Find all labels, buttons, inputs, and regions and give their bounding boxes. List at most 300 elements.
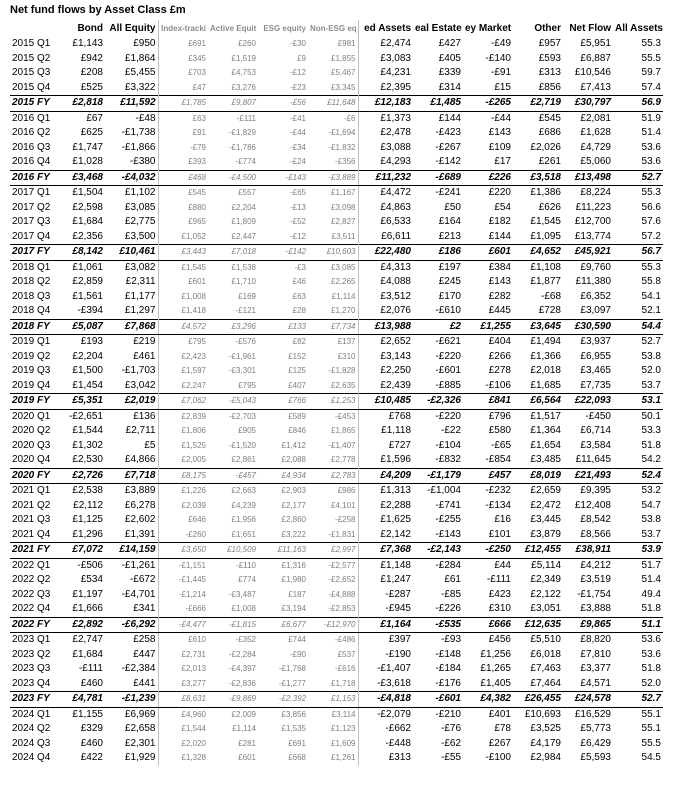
table-cell: -£662 (358, 722, 413, 737)
table-cell: £4,293 (358, 155, 413, 170)
table-cell: £22,093 (563, 394, 613, 410)
table-cell: £1,391 (124, 528, 156, 540)
period-label: 2015 Q4 (12, 81, 51, 93)
table-cell: £1,102 (124, 187, 156, 199)
table-cell: £456 (488, 634, 511, 646)
table-cell: £314 (438, 81, 461, 93)
period-label: 2020 FY (10, 468, 60, 484)
table-cell: £601 (238, 753, 256, 763)
table-cell: £3,468 (60, 170, 105, 186)
table-cell: £3,443 (158, 245, 208, 261)
table-cell: £169 (238, 291, 256, 301)
table-cell: -£3 (294, 262, 306, 272)
period-label: 2019 Q3 (12, 365, 51, 377)
table-cell: -£621 (435, 336, 461, 348)
table-cell: £1,143 (72, 38, 103, 50)
table-cell: £1,155 (72, 708, 103, 720)
table-cell: -£65 (289, 188, 306, 198)
table-cell: £220 (488, 187, 511, 199)
table-cell: £182 (488, 216, 511, 228)
period-label: 2020 Q2 (12, 425, 51, 437)
table-cell: £3,194 (281, 604, 306, 614)
table-cell: £1,265 (480, 663, 511, 675)
table-cell: £537 (337, 649, 356, 659)
table-cell: £441 (133, 677, 156, 689)
fy-total-row (10, 170, 663, 186)
table-cell: £384 (488, 261, 511, 273)
table-cell: £545 (158, 186, 208, 201)
table-cell: -£2,326 (413, 394, 463, 410)
table-cell: -£12 (289, 68, 306, 78)
period-label: 2024 Q1 (12, 708, 51, 720)
table-cell: £8,631 (158, 692, 208, 708)
table-cell: -£111 (78, 663, 103, 675)
table-row (10, 81, 663, 96)
table-cell: £30,797 (563, 96, 613, 112)
table-cell: 53.8 (641, 514, 661, 526)
table-cell: £6,955 (580, 350, 611, 362)
table-cell: £9,395 (580, 485, 611, 497)
table-cell: £1,412 (281, 440, 306, 450)
table-cell: £1,785 (158, 96, 208, 112)
table-cell: £4,863 (358, 201, 413, 216)
row-label-header (10, 20, 60, 37)
table-cell: -£121 (235, 306, 256, 316)
table-body (10, 37, 663, 766)
table-cell: £3,650 (158, 543, 208, 559)
table-cell: £2,747 (72, 634, 103, 646)
table-cell: £7,368 (358, 543, 413, 559)
table-cell: -£2,079 (358, 707, 413, 722)
period-label: 2024 Q3 (12, 737, 51, 749)
table-cell: £1,625 (358, 513, 413, 528)
table-cell: £1,806 (158, 424, 208, 439)
table-cell: £3,143 (358, 350, 413, 365)
table-cell: £942 (80, 52, 103, 64)
table-cell: £109 (488, 141, 511, 153)
period-label: 2016 Q3 (12, 141, 51, 153)
table-cell: -£4,032 (105, 170, 158, 186)
table-cell: £1,164 (358, 617, 413, 633)
table-cell: £5,087 (60, 319, 105, 335)
table-cell: -£1,694 (328, 128, 356, 138)
table-cell: -£148 (435, 648, 461, 660)
table-cell: -£287 (358, 588, 413, 603)
table-cell: £856 (538, 81, 561, 93)
table-row (10, 215, 663, 230)
table-cell: 55.5 (641, 52, 661, 64)
table-cell: £1,519 (231, 53, 256, 63)
table-cell: £3,222 (281, 529, 306, 539)
table-cell: £10,509 (208, 543, 258, 559)
table-cell: £965 (158, 215, 208, 230)
period-label: 2021 Q3 (12, 514, 51, 526)
table-cell: -£90 (289, 649, 306, 659)
table-cell: £226 (463, 170, 513, 186)
table-cell: £12,183 (358, 96, 413, 112)
table-cell: 57.6 (641, 216, 661, 228)
table-cell: 54.5 (641, 752, 661, 764)
table-cell: -£1,407 (358, 662, 413, 677)
table-cell: -£3,487 (228, 589, 256, 599)
table-cell: -£1,520 (228, 440, 256, 450)
table-cell: 55.3 (641, 187, 661, 199)
column-header: ed Assets (358, 20, 413, 37)
table-cell: -£380 (129, 156, 156, 168)
table-cell: -£220 (435, 410, 461, 422)
table-cell: £2,997 (308, 543, 358, 559)
table-cell: 52.7 (641, 336, 661, 348)
table-cell: £5,593 (580, 752, 611, 764)
table-cell: £3,276 (231, 82, 256, 92)
period-label: 2022 Q4 (12, 603, 51, 615)
table-cell: £774 (238, 575, 256, 585)
table-cell: -£741 (435, 499, 461, 511)
table-row (10, 707, 663, 722)
table-cell: £3,511 (331, 231, 356, 241)
table-cell: £5,114 (531, 559, 561, 571)
table-row (10, 364, 663, 379)
table-cell: 53.9 (613, 543, 663, 559)
table-cell: £666 (463, 617, 513, 633)
table-cell: £2,839 (158, 409, 208, 424)
table-cell: £2,726 (60, 468, 105, 484)
table-cell: £1,545 (530, 216, 561, 228)
table-cell: £4,652 (513, 245, 563, 261)
table-cell: £1,118 (358, 424, 413, 439)
table-cell: £245 (438, 276, 461, 288)
table-cell: -£210 (435, 708, 461, 720)
table-row (10, 648, 663, 663)
table-cell: £1,929 (124, 752, 156, 764)
period-label: 2023 Q3 (12, 663, 51, 675)
table-cell: -£267 (435, 141, 461, 153)
table-cell: £266 (488, 350, 511, 362)
table-cell: -£450 (585, 410, 611, 422)
table-cell: £2,652 (358, 335, 413, 350)
table-cell: £10,603 (308, 245, 358, 261)
table-cell: £2,122 (530, 588, 561, 600)
table-cell: £137 (337, 337, 356, 347)
table-cell: £6,611 (358, 230, 413, 245)
table-cell: £1,877 (530, 276, 561, 288)
table-cell: -£448 (358, 737, 413, 752)
table-cell: £3,085 (331, 262, 356, 272)
table-cell: -£4,888 (328, 589, 356, 599)
table-cell: £981 (337, 39, 356, 49)
table-cell: £2,719 (513, 96, 563, 112)
table-cell: £3,485 (530, 454, 561, 466)
table-cell: £423 (488, 588, 511, 600)
table-cell: -£44 (490, 112, 511, 124)
table-cell: £1,855 (331, 53, 356, 63)
table-cell: £2,598 (72, 201, 103, 213)
table-cell: £1,538 (231, 262, 256, 272)
table-cell: £468 (158, 170, 208, 186)
table-cell: -£41 (289, 113, 306, 123)
table-cell: £7,464 (530, 677, 561, 689)
table-row (10, 52, 663, 67)
table-cell: -£85 (440, 588, 461, 600)
table-row (10, 439, 663, 454)
period-label: 2021 Q1 (12, 485, 51, 497)
table-cell: £14,159 (105, 543, 158, 559)
table-cell: -£284 (435, 559, 461, 571)
table-cell: £2,663 (231, 486, 256, 496)
table-cell: £950 (133, 38, 156, 50)
table-cell: -£3,301 (228, 366, 256, 376)
table-cell: £2,892 (60, 617, 105, 633)
table-cell: £691 (288, 738, 306, 748)
table-cell: £3,519 (580, 574, 611, 586)
table-cell: -£672 (129, 574, 156, 586)
period-label: 2024 Q2 (12, 723, 51, 735)
table-cell: -£1,407 (328, 440, 356, 450)
table-cell: £50 (444, 201, 461, 213)
period-label: 2022 Q3 (12, 588, 51, 600)
table-cell: £4,866 (124, 454, 156, 466)
table-cell: £610 (158, 633, 208, 648)
table-cell: £1,366 (530, 350, 561, 362)
period-label: 2021 FY (10, 543, 60, 559)
table-cell: -£2,651 (69, 410, 103, 422)
table-cell: £1,718 (331, 678, 356, 688)
table-cell: £12,635 (513, 617, 563, 633)
table-cell: £589 (288, 411, 306, 421)
table-cell: -£93 (440, 634, 461, 646)
table-cell: -£44 (289, 128, 306, 138)
table-cell: £10,485 (358, 394, 413, 410)
column-header: All Assets (615, 22, 663, 34)
table-cell: 52.1 (641, 305, 661, 317)
table-cell: -£1,831 (328, 529, 356, 539)
table-cell: £313 (538, 67, 561, 79)
table-row (10, 453, 663, 468)
table-cell: -£1,703 (121, 365, 156, 377)
table-cell: 55.8 (641, 276, 661, 288)
table-cell: -£2,836 (228, 678, 256, 688)
period-label: 2022 Q2 (12, 574, 51, 586)
table-cell: 52.4 (613, 468, 663, 484)
table-cell: £260 (238, 39, 256, 49)
table-cell: -£260 (158, 528, 208, 543)
table-cell: £1,313 (358, 484, 413, 499)
column-header: ESG equity (263, 23, 306, 33)
table-row (10, 573, 663, 588)
table-cell: -£143 (258, 170, 308, 186)
table-cell: -£601 (435, 365, 461, 377)
table-cell: £1,226 (158, 484, 208, 499)
table-cell: £144 (488, 230, 511, 242)
table-cell: £3,042 (124, 379, 156, 391)
table-cell: £13,988 (358, 319, 413, 335)
fy-total-row (10, 692, 663, 708)
table-cell: -£2,652 (328, 575, 356, 585)
table-cell: £2,301 (124, 737, 156, 749)
fy-total-row (10, 617, 663, 633)
period-label: 2024 Q4 (12, 752, 51, 764)
table-cell: 52.7 (613, 692, 663, 708)
table-cell: £125 (288, 366, 306, 376)
table-cell: £1,651 (231, 529, 256, 539)
table-cell: -£1,754 (577, 588, 611, 600)
table-cell: £339 (438, 67, 461, 79)
table-cell: £6,352 (580, 290, 611, 302)
period-label: 2020 Q4 (12, 454, 51, 466)
table-cell: £15 (494, 81, 511, 93)
table-cell: -£49 (490, 38, 511, 50)
table-cell: £2,311 (125, 276, 156, 288)
table-row (10, 677, 663, 692)
table-cell: £7,734 (308, 319, 358, 335)
table-cell: £2,474 (358, 37, 413, 52)
table-row (10, 141, 663, 156)
table-cell: £580 (488, 425, 511, 437)
table-cell: 55.3 (641, 38, 661, 50)
table-cell: £6,278 (124, 499, 156, 511)
table-cell: -£1,866 (121, 141, 156, 153)
table-cell: £12,700 (574, 216, 611, 228)
table-cell: -£610 (435, 305, 461, 317)
table-cell: £258 (133, 634, 156, 646)
period-label: 2016 Q2 (12, 127, 51, 139)
table-cell: -£4,818 (358, 692, 413, 708)
table-cell: -£4,500 (208, 170, 258, 186)
period-label: 2019 Q2 (12, 350, 51, 362)
table-row (10, 424, 663, 439)
table-cell: -£140 (485, 52, 511, 64)
period-label: 2019 Q4 (12, 379, 51, 391)
table-cell: £341 (133, 603, 156, 615)
fy-total-row (10, 468, 663, 484)
table-cell: £63 (292, 291, 306, 301)
table-cell: £3,584 (580, 439, 611, 451)
table-cell: £3,445 (530, 514, 561, 526)
table-row (10, 558, 663, 573)
table-cell: -£184 (435, 663, 461, 675)
table-cell: -£23 (289, 82, 306, 92)
table-cell: £30,590 (563, 319, 613, 335)
table-cell: -£30 (289, 39, 306, 49)
table-cell: £2,250 (358, 364, 413, 379)
table-cell: £1,535 (281, 724, 306, 734)
table-cell: £8,175 (158, 468, 208, 484)
table-cell: 57.4 (641, 81, 661, 93)
table-cell: £3,322 (124, 81, 156, 93)
table-cell: 53.1 (613, 394, 663, 410)
table-cell: -£1,828 (328, 366, 356, 376)
table-cell: £1,095 (530, 230, 561, 242)
table-cell: £3,296 (208, 319, 258, 335)
table-cell: £1,114 (232, 724, 256, 734)
column-header: Net Flow (569, 22, 611, 34)
table-cell: £1,316 (281, 560, 306, 570)
table-cell: £2,019 (105, 394, 158, 410)
table-cell: £78 (494, 723, 511, 735)
table-cell: £12,455 (513, 543, 563, 559)
table-cell: £728 (538, 305, 561, 317)
table-cell: 51.4 (641, 574, 661, 586)
table-cell: £11,223 (575, 201, 611, 213)
table-cell: £2,020 (158, 737, 208, 752)
period-label: 2019 Q1 (12, 336, 51, 348)
table-cell: £397 (358, 633, 413, 648)
table-row (10, 588, 663, 603)
table-cell: £310 (488, 603, 511, 615)
table-cell: £1,270 (331, 306, 356, 316)
table-cell: £3,082 (124, 261, 156, 273)
table-cell: £3,512 (358, 290, 413, 305)
table-cell: £1,454 (72, 379, 103, 391)
period-label: 2015 FY (10, 96, 60, 112)
fy-total-row (10, 96, 663, 112)
table-row (10, 350, 663, 365)
table-cell: £1,256 (480, 648, 511, 660)
table-cell: 55.1 (641, 708, 661, 720)
table-cell: -£1,151 (158, 558, 208, 573)
table-cell: 52.0 (641, 677, 661, 689)
table-cell: £152 (288, 351, 306, 361)
table-cell: £525 (80, 81, 103, 93)
table-cell: £11,232 (358, 170, 413, 186)
period-label: 2020 Q3 (12, 439, 51, 451)
table-cell: £3,937 (580, 336, 611, 348)
table-cell: £10,693 (524, 708, 561, 720)
table-cell: -£250 (463, 543, 513, 559)
table-cell: £2,356 (72, 230, 103, 242)
period-label: 2022 FY (10, 617, 60, 633)
table-cell: 52.7 (613, 170, 663, 186)
table-cell: £3,856 (281, 709, 306, 719)
table-cell: 51.1 (613, 617, 663, 633)
period-label: 2016 FY (10, 170, 60, 186)
table-cell: 55.5 (641, 737, 661, 749)
table-cell: £1,386 (530, 187, 561, 199)
column-header: Other (534, 22, 561, 34)
table-cell: £422 (80, 752, 103, 764)
table-cell: -£106 (485, 379, 511, 391)
table-cell: -£1,179 (413, 468, 463, 484)
table-cell: 54.4 (613, 319, 663, 335)
table-cell: 50.1 (641, 410, 661, 422)
table-cell: £2,658 (124, 723, 156, 735)
table-cell: £1,544 (158, 722, 208, 737)
table-cell: £1,296 (72, 528, 103, 540)
table-cell: £11,380 (575, 276, 611, 288)
table-cell: £1,405 (480, 677, 511, 689)
table-cell: -£3,889 (308, 170, 358, 186)
table-cell: £2,859 (72, 276, 103, 288)
table-cell: 53.6 (641, 648, 661, 660)
table-cell: £545 (538, 112, 561, 124)
table-cell: £2,783 (308, 468, 358, 484)
fy-total-row (10, 394, 663, 410)
table-cell: £16 (494, 514, 511, 526)
table-cell: 51.7 (641, 559, 661, 571)
table-row (10, 751, 663, 766)
table-row (10, 484, 663, 499)
table-cell: £393 (158, 155, 208, 170)
table-cell: £4,101 (331, 500, 356, 510)
table-cell: -£265 (463, 96, 513, 112)
fy-total-row (10, 319, 663, 335)
table-cell: £2,472 (530, 499, 561, 511)
table-cell: £3,377 (580, 663, 611, 675)
table-cell: -£2,577 (328, 560, 356, 570)
table-cell: -£1,738 (121, 127, 156, 139)
table-cell: £3,085 (124, 201, 156, 213)
table-cell: -£55 (440, 752, 461, 764)
